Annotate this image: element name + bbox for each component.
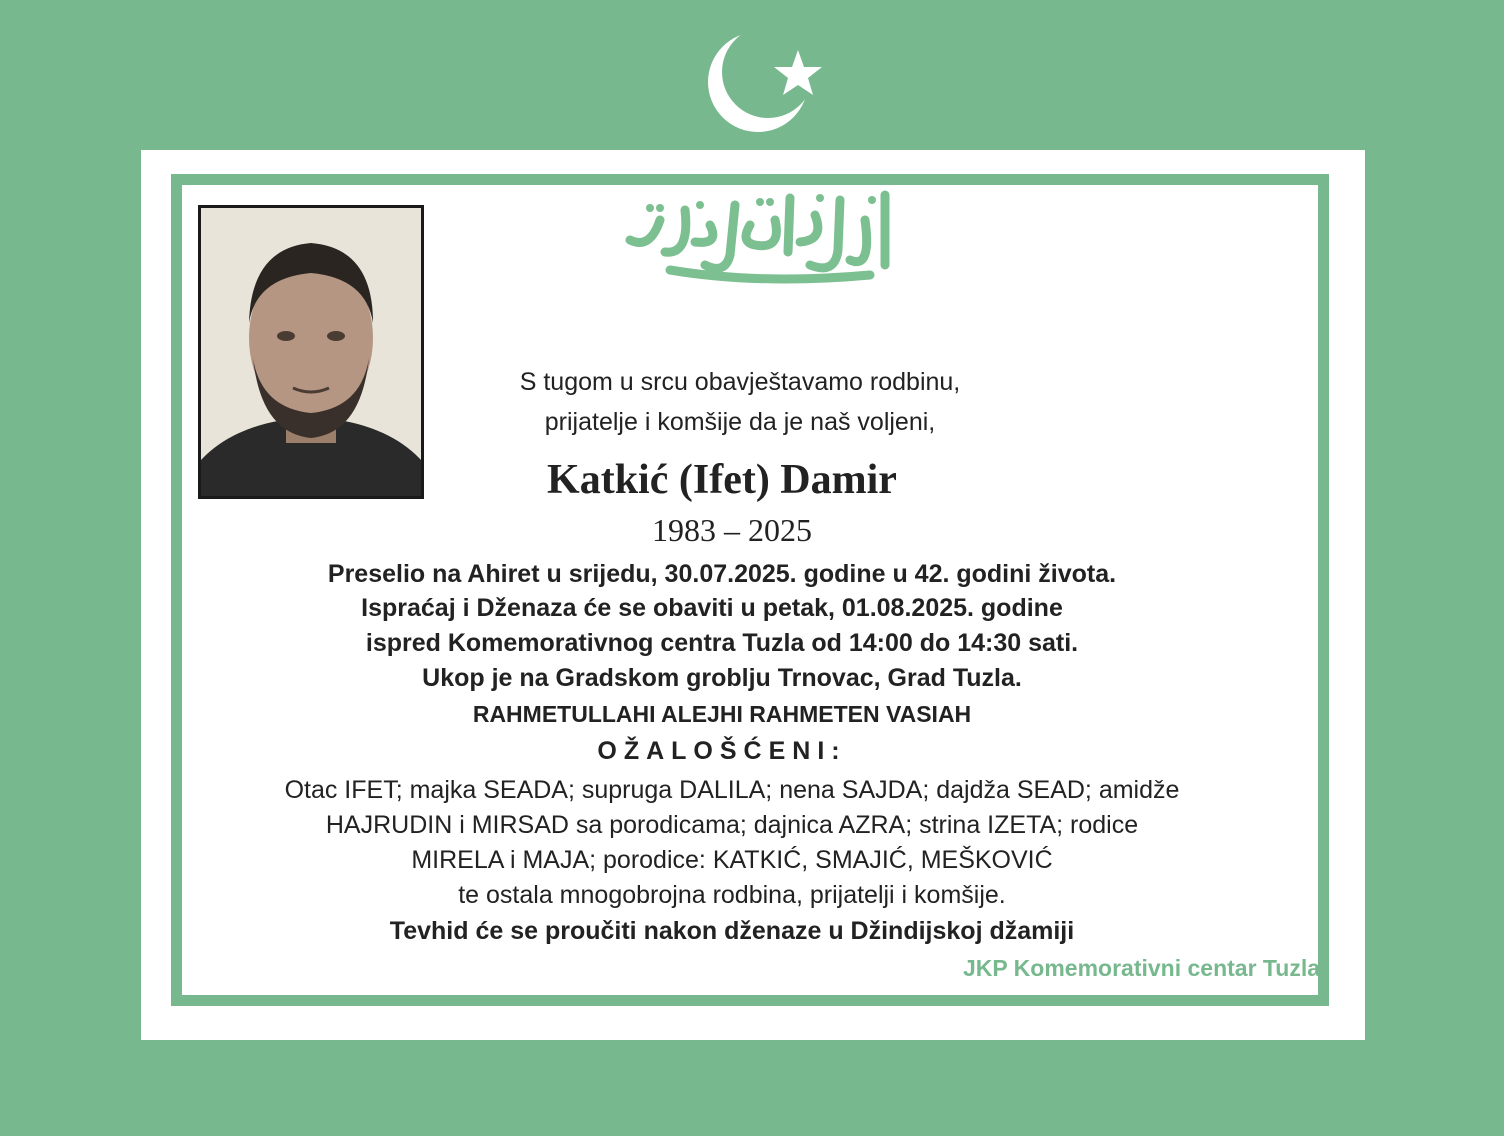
- organization-signature: JKP Komemorativni centar Tuzla: [962, 955, 1320, 981]
- mourners-line-1: Otac IFET; majka SEADA; supruga DALILA; nena SAJDA; dajdža SEAD; amidže: [284, 776, 1180, 804]
- tevhid-line: Tevhid će se proučiti nakon dženaze u Džindijskoj džamiji: [389, 917, 1075, 945]
- mourners-line-4: te ostala mnogobrojna rodbina, prijatelji i komšije.: [458, 881, 1006, 909]
- intro-line-1: S tugom u srcu obavještavamo rodbinu,: [519, 368, 961, 396]
- details-line-2: Ispraćaj i Dženaza će se obaviti u petak, 01.08.2025. godine: [361, 594, 1063, 622]
- details-line-4: Ukop je na Gradskom groblju Trnovac, Grad Tuzla.: [422, 664, 1022, 692]
- details-line-3: ispred Komemorativnog centra Tuzla od 14:00 do 14:30 sati.: [365, 629, 1079, 657]
- deceased-years: 1983 – 2025: [652, 512, 812, 548]
- prayer-line: RAHMETULLAHI ALEJHI RAHMETEN VASIAH: [472, 701, 972, 727]
- mourners-line-2: HAJRUDIN i MIRSAD sa porodicama; dajnica AZRA; strina IZETA; rodice: [325, 811, 1139, 839]
- intro-line-2: prijatelje i komšije da je naš voljeni,: [544, 408, 936, 436]
- deceased-name: Katkić (Ifet) Damir: [547, 457, 897, 503]
- mourners-title: OŽALOŠĆENI:: [597, 737, 847, 765]
- details-line-1: Preselio na Ahiret u srijedu, 30.07.2025. godine u 42. godini života.: [327, 560, 1117, 588]
- deceased-photo: [198, 205, 424, 499]
- arabic-calligraphy: [610, 180, 910, 290]
- crescent-star-icon: [700, 20, 840, 150]
- mourners-line-3: MIRELA i MAJA; porodice: KATKIĆ, SMAJIĆ, MEŠKOVIĆ: [411, 846, 1053, 874]
